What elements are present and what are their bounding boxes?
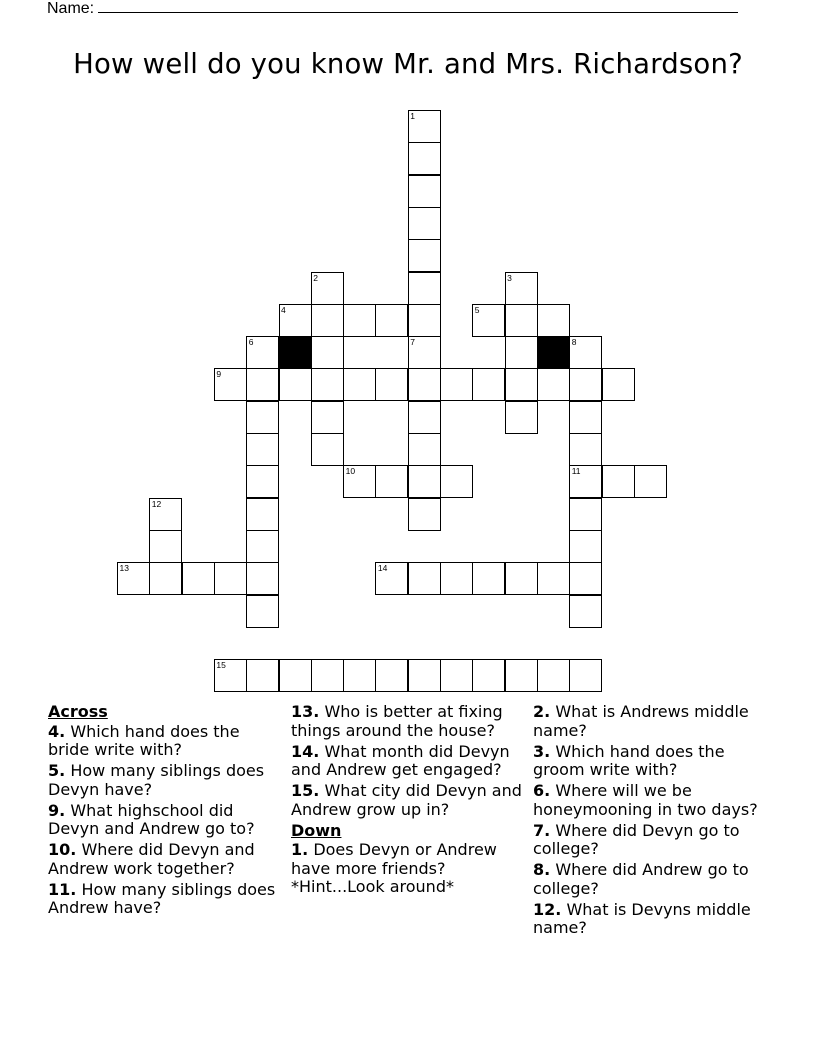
- crossword-cell[interactable]: [408, 272, 441, 305]
- cell-number: 6: [248, 337, 254, 348]
- crossword-cell[interactable]: [375, 562, 408, 595]
- clue-column-3: [533, 703, 773, 940]
- crossword-cell[interactable]: [408, 175, 441, 208]
- crossword-cell[interactable]: [505, 401, 538, 434]
- down-clue: 8. Where did Andrew go to college?: [533, 860, 749, 898]
- cell-number: 13: [119, 563, 129, 574]
- cell-number: 8: [571, 337, 577, 348]
- black-square: [537, 336, 570, 369]
- crossword-cell[interactable]: [569, 530, 602, 563]
- across-clue: 14. What month did Devyn and Andrew get engaged?: [291, 741, 510, 779]
- crossword-cell[interactable]: [311, 272, 344, 305]
- crossword-cell[interactable]: [569, 433, 602, 466]
- cell-number: 12: [151, 498, 162, 509]
- crossword-cell[interactable]: [505, 368, 538, 401]
- crossword-cell[interactable]: [472, 368, 505, 401]
- crossword-cell[interactable]: [117, 562, 150, 595]
- crossword-cell[interactable]: [408, 562, 441, 595]
- crossword-cell[interactable]: [408, 465, 441, 498]
- crossword-cell[interactable]: [375, 465, 408, 498]
- crossword-cell[interactable]: [569, 368, 602, 401]
- cell-number: 9: [216, 369, 222, 380]
- cell-number: 10: [345, 466, 356, 477]
- crossword-cell[interactable]: [505, 659, 538, 692]
- crossword-cell[interactable]: [569, 401, 602, 434]
- crossword-cell[interactable]: [408, 207, 441, 240]
- crossword-cell[interactable]: [537, 659, 570, 692]
- page-title: How well do you know Mr. and Mrs. Richardson?: [73, 48, 743, 80]
- down-clue: 3. Which hand does the groom write with?: [533, 741, 725, 779]
- down-clue: 2. What is Andrews middle name?: [533, 702, 749, 740]
- crossword-cell[interactable]: [408, 142, 441, 175]
- cell-number: 3: [507, 272, 512, 283]
- crossword-cell[interactable]: [343, 304, 376, 337]
- across-clue: 5. How many siblings does Devyn have?: [48, 761, 265, 799]
- crossword-cell[interactable]: [505, 562, 538, 595]
- crossword-cell[interactable]: [246, 336, 279, 369]
- crossword-cell[interactable]: [408, 239, 441, 272]
- crossword-cell[interactable]: [634, 465, 667, 498]
- crossword-cell[interactable]: [408, 110, 441, 143]
- crossword-cell[interactable]: [440, 562, 473, 595]
- crossword-cell[interactable]: [279, 659, 312, 692]
- crossword-cell[interactable]: [214, 368, 247, 401]
- crossword-cell[interactable]: [602, 368, 635, 401]
- cell-number: 4: [281, 304, 286, 315]
- crossword-cell[interactable]: [375, 368, 408, 401]
- cell-number: 2: [313, 272, 319, 283]
- across-heading: Across: [48, 702, 108, 721]
- crossword-cell[interactable]: [408, 401, 441, 434]
- clue-column-1: [48, 703, 278, 920]
- crossword-cell[interactable]: [537, 368, 570, 401]
- crossword-cell[interactable]: [214, 562, 247, 595]
- crossword-cell[interactable]: [569, 562, 602, 595]
- crossword-cell[interactable]: [246, 401, 279, 434]
- crossword-cell[interactable]: [343, 659, 376, 692]
- clue-column-2: [291, 703, 523, 899]
- crossword-cell[interactable]: [602, 465, 635, 498]
- name-label: Name:: [47, 0, 95, 17]
- crossword-cell[interactable]: [440, 368, 473, 401]
- crossword-cell[interactable]: [408, 304, 441, 337]
- crossword-cell[interactable]: [246, 433, 279, 466]
- crossword-cell[interactable]: [537, 562, 570, 595]
- black-square: [279, 336, 312, 369]
- down-clue: 12. What is Devyns middle name?: [533, 899, 751, 937]
- across-clue: 13. Who is better at fixing things around the house?: [291, 702, 503, 740]
- cell-number: 15: [216, 660, 226, 671]
- crossword-cell[interactable]: [246, 595, 279, 628]
- crossword-cell[interactable]: [375, 659, 408, 692]
- down-clue: 7. Where did Devyn go to college?: [533, 820, 740, 858]
- crossword-cell[interactable]: [505, 304, 538, 337]
- crossword-cell[interactable]: [472, 304, 505, 337]
- crossword-cell[interactable]: [246, 659, 279, 692]
- crossword-cell[interactable]: [149, 562, 182, 595]
- crossword-cell[interactable]: [505, 336, 538, 369]
- down-clue: 1. Does Devyn or Andrew have more friends? *Hint...Look around*: [291, 840, 497, 896]
- cell-number: 1: [410, 111, 415, 121]
- crossword-cell[interactable]: [569, 595, 602, 628]
- crossword-cell[interactable]: [472, 659, 505, 692]
- crossword-cell[interactable]: [472, 562, 505, 595]
- cell-number: 7: [410, 337, 415, 348]
- crossword-cell[interactable]: [375, 304, 408, 337]
- crossword-cell[interactable]: [408, 336, 441, 369]
- crossword-cell[interactable]: [149, 530, 182, 563]
- crossword-cell[interactable]: [343, 368, 376, 401]
- crossword-cell[interactable]: [279, 368, 312, 401]
- crossword-cell[interactable]: [569, 336, 602, 369]
- crossword-cell[interactable]: [311, 401, 344, 434]
- across-clue: 10. Where did Devyn and Andrew work together?: [48, 840, 255, 878]
- across-clue: 11. How many siblings does Andrew have?: [48, 879, 276, 917]
- crossword-cell[interactable]: [279, 304, 312, 337]
- crossword-cell[interactable]: [311, 304, 344, 337]
- down-clue: 6. Where will we be honeymooning in two days?: [533, 781, 758, 819]
- crossword-cell[interactable]: [569, 659, 602, 692]
- crossword-cell[interactable]: [246, 498, 279, 531]
- cell-number: 11: [571, 466, 581, 477]
- crossword-cell[interactable]: [408, 498, 441, 531]
- across-clue: 15. What city did Devyn and Andrew grow up in?: [291, 781, 522, 819]
- across-clue: 4. Which hand does the bride write with?: [48, 721, 240, 759]
- crossword-cell[interactable]: [408, 368, 441, 401]
- crossword-cell[interactable]: [440, 465, 473, 498]
- cell-number: 5: [474, 304, 480, 315]
- crossword-cell[interactable]: [343, 465, 376, 498]
- cell-number: 14: [377, 563, 388, 574]
- crossword-cell[interactable]: [149, 498, 182, 531]
- crossword-cell[interactable]: [246, 530, 279, 563]
- crossword-cell[interactable]: [440, 659, 473, 692]
- crossword-cell[interactable]: [537, 304, 570, 337]
- crossword-cell[interactable]: [569, 465, 602, 498]
- crossword-cell[interactable]: [311, 368, 344, 401]
- crossword-cell[interactable]: [408, 433, 441, 466]
- crossword-cell[interactable]: [505, 272, 538, 305]
- crossword-cell[interactable]: [311, 336, 344, 369]
- crossword-cell[interactable]: [569, 498, 602, 531]
- crossword-cell[interactable]: [182, 562, 215, 595]
- crossword-cell[interactable]: [214, 659, 247, 692]
- crossword-cell[interactable]: [246, 368, 279, 401]
- crossword-cell[interactable]: [311, 659, 344, 692]
- across-clue: 9. What highschool did Devyn and Andrew go to?: [48, 800, 255, 838]
- crossword-cell[interactable]: [408, 659, 441, 692]
- crossword-cell[interactable]: [246, 465, 279, 498]
- crossword-cell[interactable]: [311, 433, 344, 466]
- crossword-cell[interactable]: [246, 562, 279, 595]
- down-heading: Down: [291, 820, 342, 840]
